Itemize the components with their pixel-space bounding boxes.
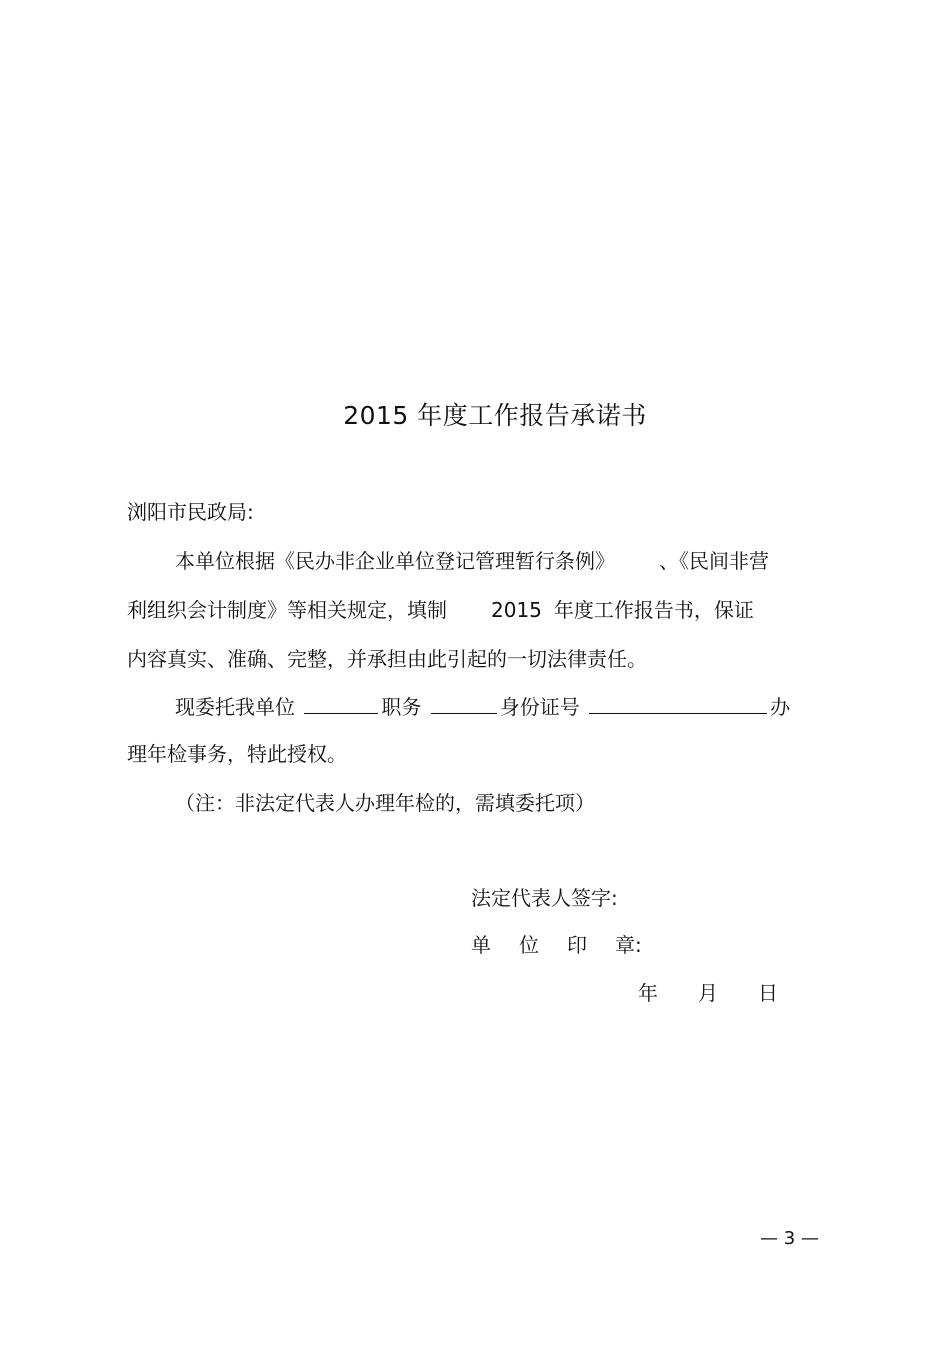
date-month-char: 月 [698, 981, 718, 1005]
paragraph-2-line-1 [175, 693, 790, 721]
delegation-note: （注：非法定代表人办理年检的，需填委托项） [175, 791, 595, 815]
unit-seal-label [471, 931, 642, 959]
paragraph-1-line-3: 内容真实、准确、完整，并承担由此引起的一切法律责任。 [127, 647, 647, 671]
date-line [638, 979, 778, 1007]
id-number-label: 身份证号 [499, 695, 580, 719]
seal-char: 位 [519, 933, 539, 957]
seal-char: 章: [615, 933, 642, 957]
report-year: 2015 [491, 598, 542, 622]
page-number: — 3 — [760, 1228, 819, 1249]
paragraph-1-text-a: 本单位根据《民办非企业单位登记管理暂行条例》 [175, 549, 615, 573]
paragraph-1-text-d: 年度工作报告书，保证 [553, 598, 754, 622]
delegation-prefix: 现委托我单位 [175, 695, 295, 719]
delegate-id-blank[interactable] [589, 693, 767, 714]
date-year-char: 年 [638, 981, 658, 1005]
seal-char: 单 [471, 933, 491, 957]
delegate-position-blank[interactable] [431, 693, 497, 714]
position-label: 职务 [381, 695, 422, 719]
document-title: 2015 年度工作报告承诺书 [343, 401, 647, 430]
paragraph-1-text-c: 利组织会计制度》等相关规定，填制 [127, 598, 447, 622]
addressee: 浏阳市民政局: [127, 500, 254, 524]
delegate-name-blank[interactable] [304, 693, 378, 714]
delegation-suffix: 办 [770, 695, 791, 719]
paragraph-1-line-1 [175, 547, 769, 575]
date-day-char: 日 [758, 981, 778, 1005]
legal-representative-signature-label: 法定代表人签字: [471, 886, 618, 910]
paragraph-2-line-2: 理年检事务，特此授权。 [127, 742, 347, 766]
paragraph-1-text-b: 、《民间非营 [659, 549, 769, 573]
paragraph-1-line-2 [127, 596, 754, 624]
seal-char: 印 [567, 933, 587, 957]
